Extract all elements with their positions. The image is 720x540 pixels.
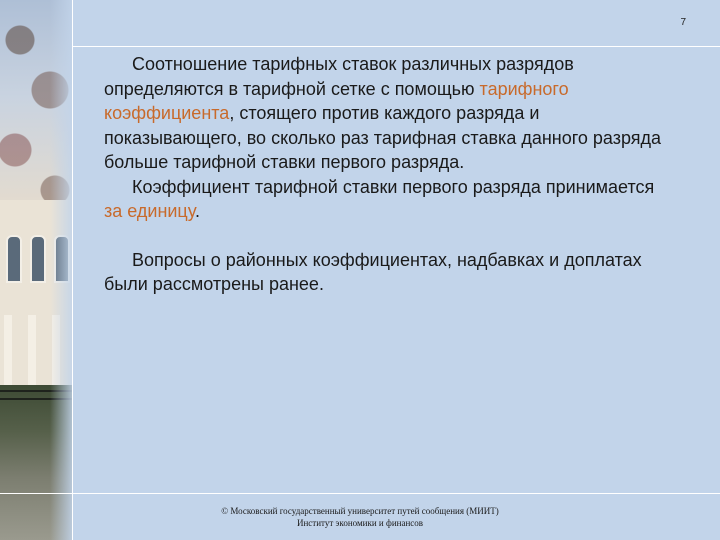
paragraph-regional: Вопросы о районных коэффициентах, надбавках и доплатах были рассмотрены ранее.	[104, 249, 642, 294]
photo-fade	[50, 0, 72, 540]
frame-vertical-line	[72, 0, 73, 540]
slide-content	[104, 52, 664, 297]
footer-institute: Институт экономики и финансов	[296, 518, 424, 528]
building-photo	[0, 0, 72, 540]
paragraph-text: , стоящего против каждого разряда и показывающего, во сколько раз тарифная ставка данного разряда больше тарифной ставки первого разряда.	[104, 103, 662, 172]
footer-university: © Московский государственный университет путей сообщения (МИИТ)	[221, 506, 499, 516]
paragraph-text: Соотношение тарифных ставок различных разрядов определяются в тарифной сетке с помощью	[104, 54, 574, 99]
page-number: 7	[680, 17, 686, 28]
frame-bottom-line	[0, 493, 720, 494]
paragraph-text: .	[194, 201, 200, 221]
building-window	[6, 235, 22, 283]
paragraph-first-grade	[104, 175, 664, 224]
frame-top-line	[72, 46, 720, 47]
building-window	[30, 235, 46, 283]
footer	[0, 505, 720, 529]
building-pillar	[28, 315, 36, 385]
paragraph-text: Коэффициент тарифной ставки первого разряда принимается	[132, 176, 655, 197]
highlight-term: за единицу	[104, 201, 195, 221]
paragraph-tariff-ratio	[104, 52, 664, 175]
building-pillar	[4, 315, 12, 385]
highlight-term: тарифного коэффициента	[104, 78, 569, 123]
